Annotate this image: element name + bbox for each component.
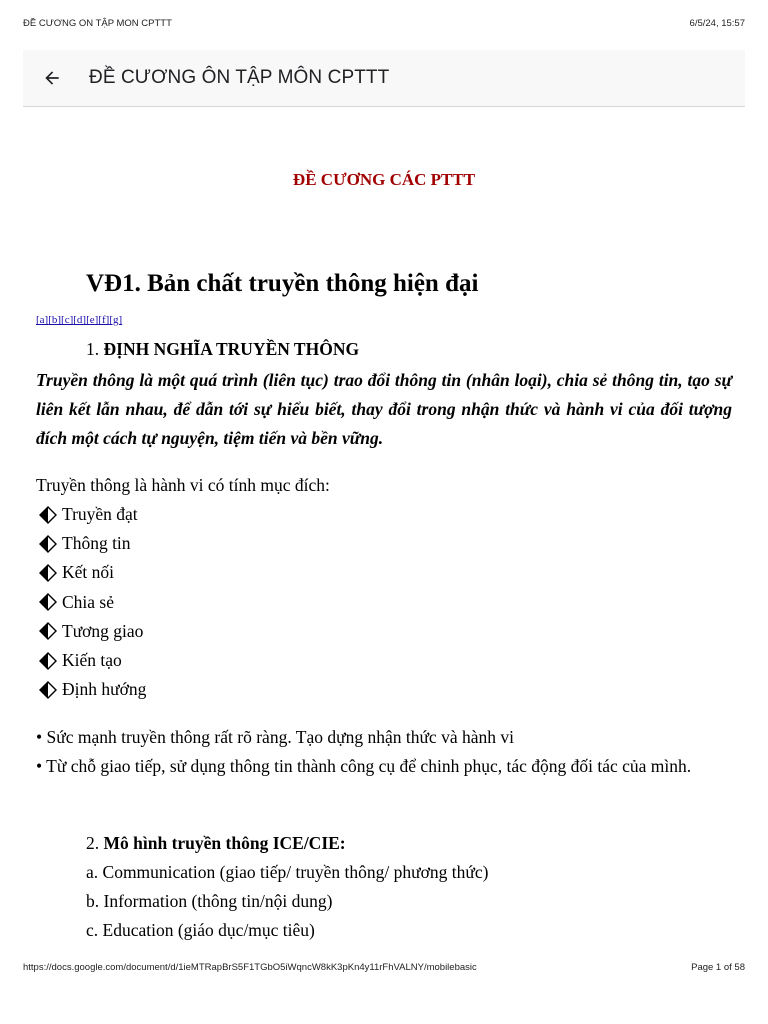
section-2-title: Mô hình truyền thông ICE/CIE: — [103, 833, 346, 853]
comment-link-e[interactable]: [e] — [86, 314, 99, 326]
print-header-title: ĐỀ CƯƠNG ON TẬP MON CPTTT — [23, 18, 172, 29]
app-bar-title: ĐỀ CƯƠNG ÔN TẬP MÔN CPTTT — [89, 67, 390, 88]
print-footer — [23, 962, 745, 976]
comment-links — [36, 314, 122, 326]
diamond-bullet-icon — [36, 535, 60, 553]
footer-url: https://docs.google.com/document/d/1ieMTRapBrS5F1TGbO5iWqncW8kK3pKn4y11rFhVALNY/mobilebasic — [23, 962, 477, 973]
comment-link-g[interactable]: [g] — [109, 314, 123, 326]
section-1-heading — [86, 335, 359, 364]
list-item: Kết nối — [36, 558, 146, 587]
list-item: b. Information (thông tin/nội dung) — [86, 891, 333, 911]
print-header — [23, 18, 745, 32]
list-item: Truyền đạt — [36, 500, 146, 529]
print-header-datetime: 6/5/24, 15:57 — [689, 18, 745, 29]
diamond-bullet-icon — [36, 622, 60, 640]
back-button[interactable] — [39, 65, 65, 91]
diamond-bullet-icon — [36, 681, 60, 699]
document-title: ĐỀ CƯƠNG CÁC PTTT — [292, 170, 476, 189]
heading-vd1: VĐ1. Bản chất truyền thông hiện đại — [86, 270, 479, 297]
section-2-heading — [86, 829, 346, 858]
definition-paragraph: Truyền thông là một quá trình (liên tục) trao đổi thông tin (nhân loại), chia sẻ thông tin, tạo sự liên kết lẫn nhau, để dẫn tới sự hiểu biết, thay đổi trong nhận thức và hành vi của đối tượng đích một cách tự nguyện, tiệm tiến và bền vững. — [36, 370, 732, 448]
intro-paragraph: Truyền thông là hành vi có tính mục đích: — [36, 475, 330, 495]
comment-link-a[interactable]: [a] — [36, 314, 49, 326]
list-item: Kiến tạo — [36, 646, 146, 675]
diamond-bullet-icon — [36, 593, 60, 611]
diamond-bullet-icon — [36, 652, 60, 670]
diamond-bullet-icon — [36, 506, 60, 524]
list-item: Thông tin — [36, 529, 146, 558]
comment-link-c[interactable]: [c] — [61, 314, 74, 326]
list-item: Chia sẻ — [36, 588, 146, 617]
section-2-number: 2. — [86, 833, 104, 853]
purpose-list — [36, 500, 146, 704]
list-item: Định hướng — [36, 675, 146, 704]
bullet-paragraph-2: • Từ chỗ giao tiếp, sử dụng thông tin thành công cụ để chinh phục, tác động đối tác của mình. — [36, 756, 692, 776]
list-item: c. Education (giáo dục/mục tiêu) — [86, 920, 315, 940]
list-item: Tương giao — [36, 617, 146, 646]
section-1-title: ĐỊNH NGHĨA TRUYỀN THÔNG — [103, 339, 360, 359]
section-1-number: 1. — [86, 339, 104, 359]
arrow-left-icon — [42, 68, 62, 88]
comment-link-f[interactable]: [f] — [98, 314, 110, 326]
app-bar — [23, 50, 745, 107]
bullet-paragraph-1: • Sức mạnh truyền thông rất rõ ràng. Tạo dựng nhận thức và hành vi — [36, 727, 514, 747]
comment-link-d[interactable]: [d] — [73, 314, 87, 326]
list-item: a. Communication (giao tiếp/ truyền thông/ phương thức) — [86, 862, 489, 882]
comment-link-b[interactable]: [b] — [48, 314, 62, 326]
diamond-bullet-icon — [36, 564, 60, 582]
footer-page-number: Page 1 of 58 — [691, 962, 745, 973]
